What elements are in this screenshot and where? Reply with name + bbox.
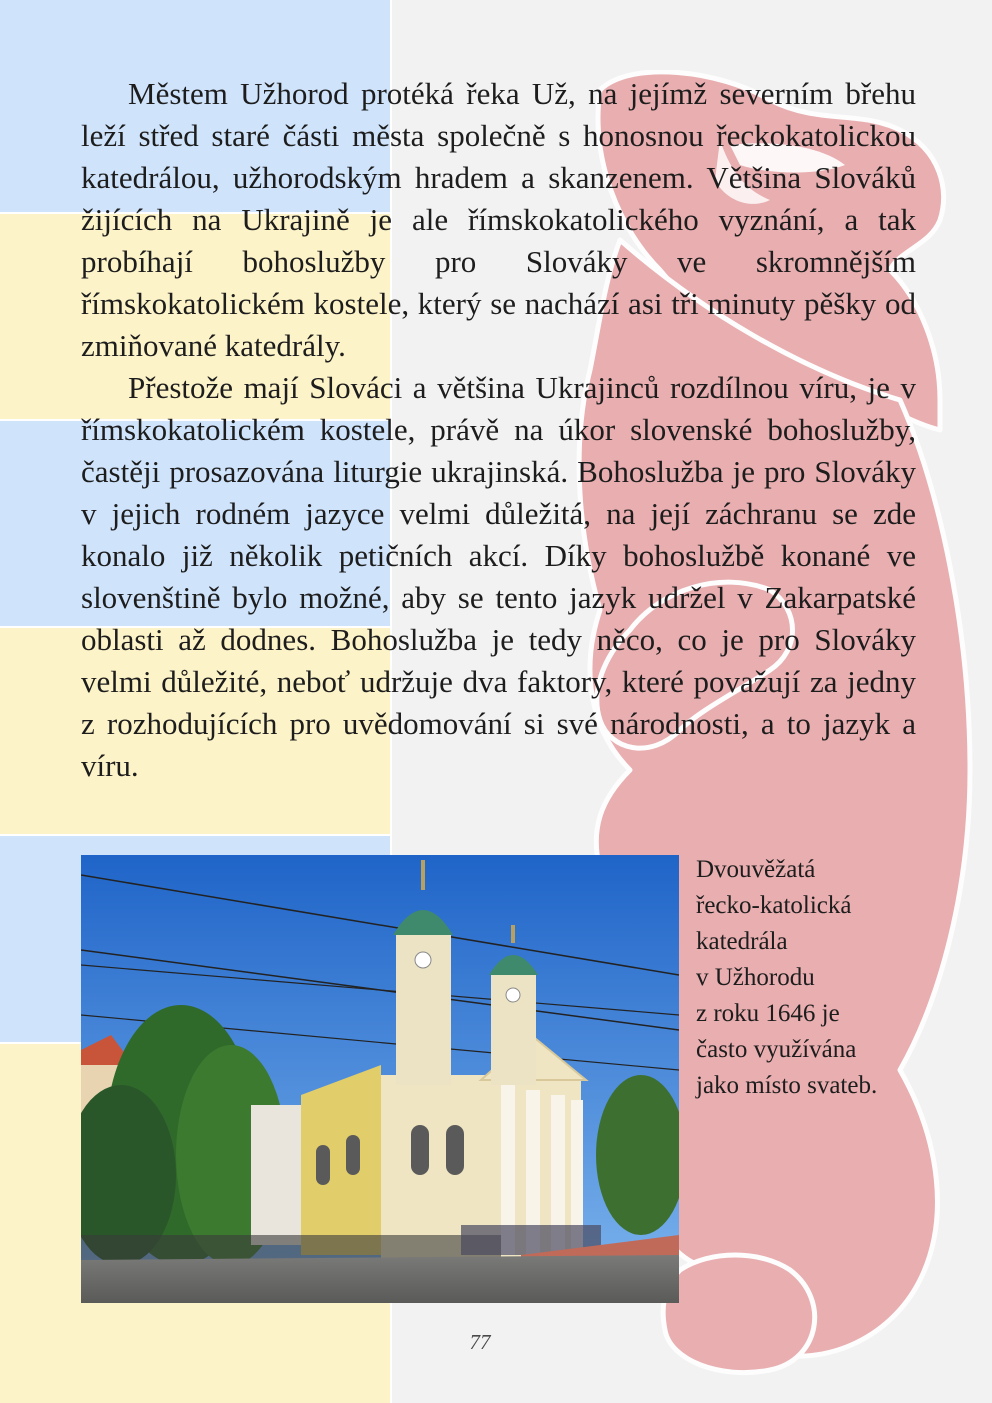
- paragraph: Přestože mají Slováci a většina Ukrajinců rozdílnou víru, je v římskokatolickém kostele, právě na úkor slovenské bohoslužby, častěji prosazována liturgie ukrajinská. Bohoslužba je pro Slováky v jejich rodném jazyce velmi důležitá, na její záchranu se zde konalo již několik petičních akcí. Díky bohoslužbě konané ve slovenštině bylo možné, aby se tento jazyk udržel v Zakarpatské oblasti až dodnes. Bohoslužba je tedy něco, co je pro Slováky velmi důležité, neboť udržuje dva faktory, které považují za jedny z rozhodujících pro uvědomování si své národnosti, a to jazyk a víru.: [81, 370, 916, 783]
- photo-caption: [696, 852, 936, 1104]
- body-text: [81, 73, 916, 787]
- caption-line: často využívána: [696, 1036, 857, 1063]
- caption-line: jako místo svateb.: [696, 1072, 878, 1099]
- caption-line: katedrála: [696, 928, 788, 955]
- paragraph: Městem Užhorod protéká řeka Už, na jejímž severním břehu leží střed staré části města společně s honosnou řeckokatolickou katedrálou, užhorodským hradem a skanzenem. Většina Slováků žijících na Ukrajině je ale římskokatolického vyznání, a tak probíhají bohoslužby pro Slováky ve skromnějším římskokatolickém kostele, který se nachází asi tři minuty pěšky od zmiňované katedrály.: [81, 76, 916, 363]
- page-number: 77: [469, 1330, 491, 1354]
- caption-line: Dvouvěžatá: [696, 856, 816, 883]
- caption-line: v Užhorodu: [696, 964, 815, 991]
- caption-line: z roku 1646 je: [696, 1000, 840, 1027]
- caption-line: řecko-katolická: [696, 892, 852, 919]
- cathedral-photo: [81, 855, 679, 1303]
